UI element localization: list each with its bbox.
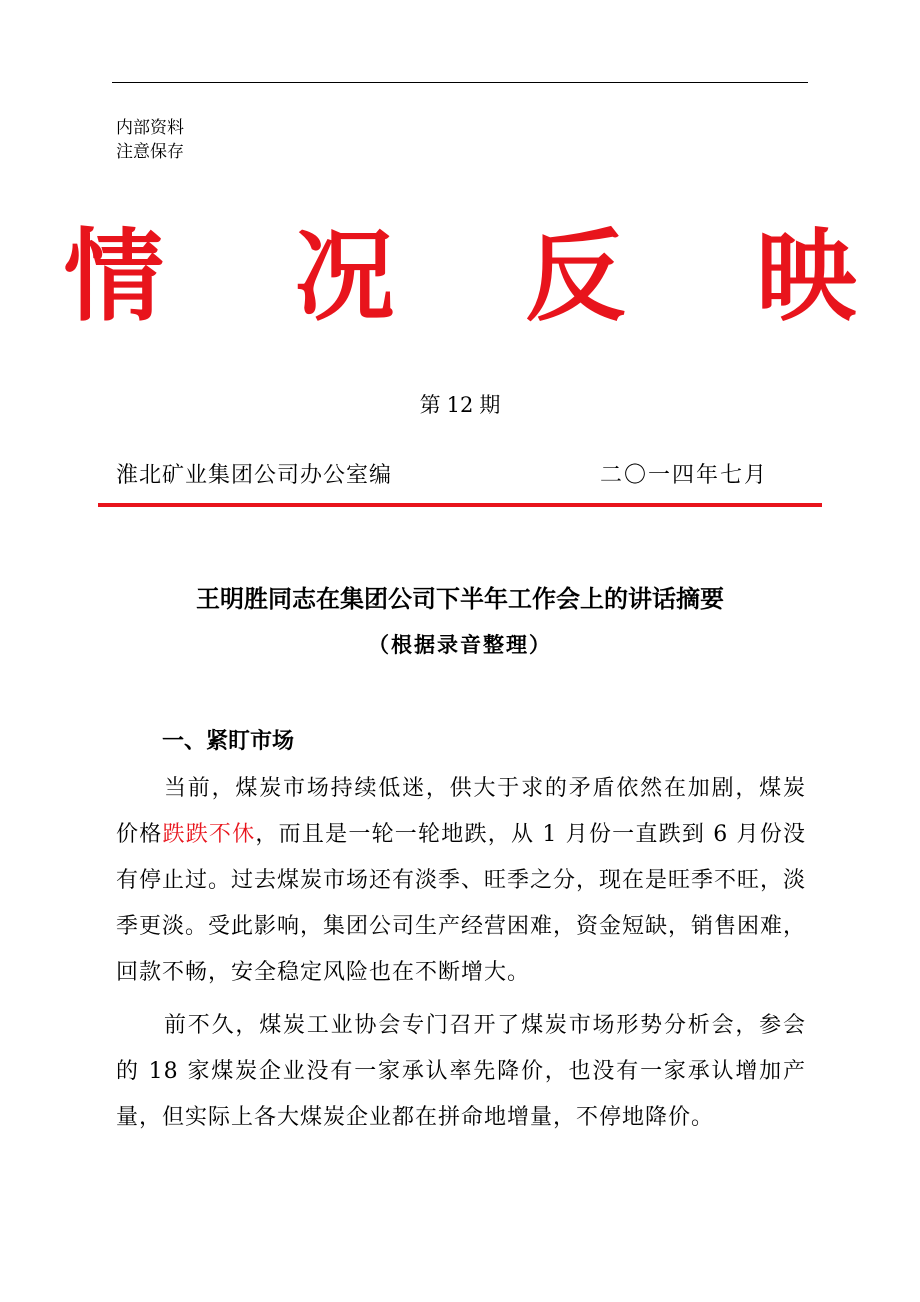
confidential-line-1: 内部资料 [116, 118, 184, 138]
red-divider [98, 503, 822, 507]
top-rule [112, 82, 808, 83]
issue-prefix: 第 [419, 393, 441, 417]
section-heading: 一、紧盯市场 [162, 729, 295, 754]
masthead-title: 情 况 反 映 [63, 218, 905, 335]
issue-suffix: 期 [479, 393, 501, 417]
confidential-line-2: 注意保存 [116, 142, 184, 162]
article-title: 王明胜同志在集团公司下半年工作会上的讲话摘要 [196, 585, 724, 613]
issue-number [0, 390, 920, 420]
issue-value: 12 [446, 393, 474, 417]
article-subtitle: （根据录音整理） [368, 633, 552, 657]
emphasis-text: 跌跌不休 [162, 822, 256, 847]
paragraph-1 [116, 766, 806, 996]
paragraph-1-rest: ，而且是一轮一轮地跌，从 1 月份一直跌到 6 月份没有停止过。过去煤炭市场还有淡季、旺季之分，现在是旺季不旺，淡季更淡。受此影响，集团公司生产经营困难，资金短缺，销售困难，回款不畅，安全稳定风险也在不断增大。 [116, 822, 807, 985]
paragraph-1-start: 当前，煤炭市场持续低迷，供大于求的矛盾依然在加剧，煤炭价格 [116, 776, 806, 847]
issuer: 淮北矿业集团公司办公室编 [116, 463, 393, 488]
paragraph-2: 前不久，煤炭工业协会专门召开了煤炭市场形势分析会，参会的 18 家煤炭企业没有一家承认率先降价，也没有一家承认增加产量，但实际上各大煤炭企业都在拼命地增量，不停地降价。 [116, 1013, 806, 1130]
confidential-notice [116, 116, 184, 164]
issue-date: 二〇一四年七月 [599, 463, 768, 488]
